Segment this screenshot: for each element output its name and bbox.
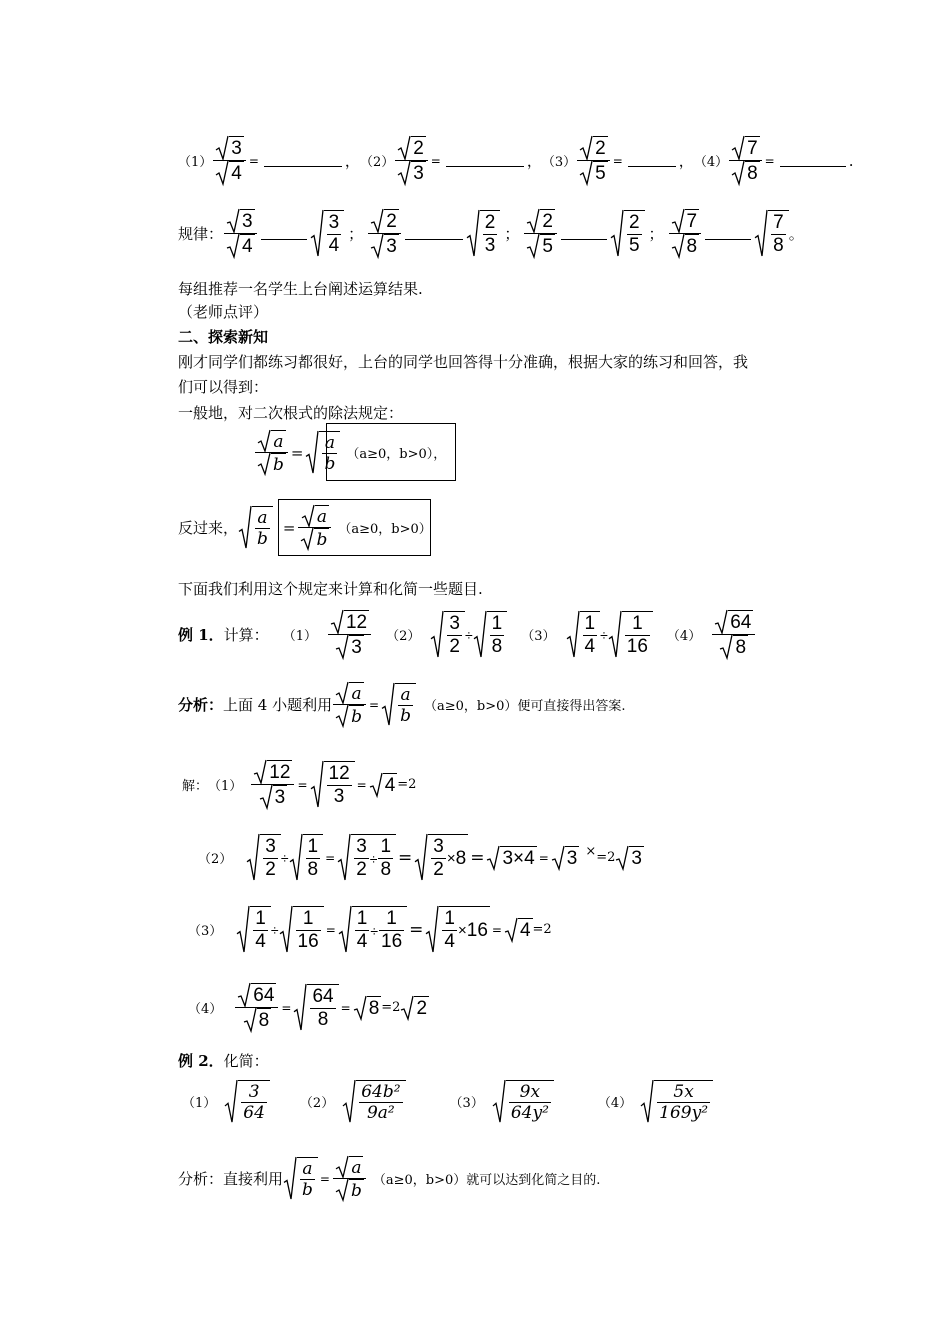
fraction <box>368 209 401 258</box>
sqrt: 7 <box>671 209 700 233</box>
solve-label: 解： <box>182 779 209 794</box>
paragraph-line: 们可以得到： <box>178 378 269 396</box>
equals: = <box>470 847 485 868</box>
sqrt: 3 <box>615 846 644 870</box>
sqrt-fraction: $\frac{1}{4}$ <box>236 906 271 953</box>
fraction <box>729 136 762 185</box>
rule-pairs <box>223 209 789 258</box>
fraction: $\frac{a}{b}$ <box>333 682 366 727</box>
sqrt-fraction: $\frac{1}{8}$ <box>289 834 324 881</box>
sqrt: 5 <box>526 234 555 258</box>
sqrt-fraction: $\frac{2}{5}$ <box>610 210 645 257</box>
divide: ÷ <box>369 850 378 867</box>
fraction <box>395 136 428 185</box>
sqrt: 3 <box>259 785 288 809</box>
equals: = <box>612 153 623 168</box>
sqrt: 3 <box>551 846 580 870</box>
equals: = <box>325 922 336 937</box>
item-label: （4） <box>693 155 729 170</box>
solution-2 <box>198 834 644 881</box>
item-label: （4） <box>188 1002 223 1017</box>
numerator: 2 <box>595 138 606 159</box>
sqrt-fraction: $\frac{64}{8}$ <box>293 984 338 1031</box>
denominator: 4 <box>231 163 242 184</box>
numerator: 7 <box>747 138 758 159</box>
divide: ÷ <box>280 849 289 866</box>
rule-label: 规律： <box>178 225 224 243</box>
comma: ， <box>344 152 360 170</box>
example-1-items: （1） $\frac{12}{3}$ （2） $\frac{3}{2}$ ÷ $\frac{1}{8}$ （3） $\frac{1}{4}$ ÷ $\frac{1}{16}$ （4） $\frac{64}{8}$ <box>269 610 757 659</box>
fraction <box>251 760 294 809</box>
equals: = <box>290 443 304 462</box>
sqrt: $\frac{3}{2}$ × 8 <box>414 834 468 881</box>
sqrt: 3 <box>370 234 399 258</box>
comma: ， <box>526 152 542 170</box>
equals: = <box>248 153 259 168</box>
separator: ； <box>348 225 364 243</box>
divide: ÷ <box>370 922 379 939</box>
sqrt: 4 <box>504 918 533 942</box>
section-heading: 二、探索新知 <box>178 328 269 346</box>
answer-blank[interactable] <box>628 154 676 167</box>
comparison-blank[interactable] <box>561 227 607 240</box>
equals: = <box>356 777 367 792</box>
item-label: （3） <box>521 629 556 644</box>
equals: = <box>430 153 441 168</box>
equals: = <box>369 697 380 712</box>
sqrt-fraction: $\frac{3}{2}$ <box>430 611 465 658</box>
comparison-blank[interactable] <box>405 227 463 240</box>
division-rule-formula <box>254 430 446 475</box>
denominator: 3 <box>413 163 424 184</box>
equals: = <box>325 850 336 865</box>
fraction <box>328 610 371 659</box>
item-label: （1） <box>208 779 243 794</box>
sqrt: 12 <box>253 760 292 784</box>
sqrt: $\frac{a}{b}$ <box>283 1157 318 1200</box>
reverse-formula <box>178 505 432 550</box>
result: =2 <box>397 777 417 792</box>
var-b: b <box>273 455 284 475</box>
answer-blank[interactable] <box>264 154 342 167</box>
item-label: （2） <box>198 852 233 867</box>
sqrt: 8 <box>719 635 748 659</box>
sqrt-fraction: $\frac{9x}{\text{64y²}}$ <box>492 1080 554 1123</box>
denominator: 8 <box>747 163 758 184</box>
sqrt-fraction: $\frac{3}{4}$ <box>310 210 345 257</box>
comma: ， <box>678 152 694 170</box>
sqrt: $\frac{1}{4}$ ÷ $\frac{1}{16}$ <box>338 906 407 953</box>
sqrt: 2 <box>400 996 429 1020</box>
rule-intro: 一般地，对二次根式的除法规定： <box>178 404 404 422</box>
analysis-1 <box>178 682 626 727</box>
item-label: （3） <box>188 924 223 939</box>
answer-blank[interactable] <box>780 154 846 167</box>
analysis-2 <box>178 1156 600 1201</box>
equals: = <box>297 777 308 792</box>
separator: ； <box>504 225 520 243</box>
item-label: （4） <box>666 629 702 644</box>
fraction <box>224 209 257 258</box>
analysis-label: 分析： <box>178 696 224 714</box>
sqrt: 12 <box>330 610 369 634</box>
item-label: （2） <box>359 155 395 170</box>
var-a: a <box>273 432 284 452</box>
sqrt: 3 <box>335 635 364 659</box>
sqrt-fraction: $\frac{\text{64b²}}{\text{9a²}}$ <box>342 1080 405 1123</box>
item-label: （2） <box>299 1096 335 1111</box>
sqrt: $\frac{a}{b}$ <box>381 683 416 726</box>
equals: = <box>764 153 775 168</box>
fraction <box>669 209 702 258</box>
numerator: 2 <box>413 138 424 159</box>
sqrt: 64 <box>237 983 276 1007</box>
denominator: 5 <box>595 163 606 184</box>
fraction: $\frac{a}{b}$ <box>298 505 331 550</box>
analysis-text: （a≥0，b>0）便可直接得出答案. <box>423 699 626 714</box>
sqrt-fraction: $\frac{1}{16}$ <box>279 906 324 953</box>
separator: ； <box>648 225 664 243</box>
fraction <box>255 430 288 475</box>
sqrt: 64 <box>714 610 753 634</box>
condition: （a≥0，b>0）， <box>346 447 447 462</box>
sqrt-fraction: $\frac{3}{2}$ <box>246 834 281 881</box>
example-2-items <box>182 1080 713 1123</box>
reverse-label: 反过来， <box>178 519 239 537</box>
sqrt: $\frac{1}{4}$ × 16 <box>425 906 489 953</box>
equals: = <box>398 847 413 868</box>
item-label: （1） <box>282 629 317 644</box>
example-1 <box>178 610 756 659</box>
fraction <box>524 209 557 258</box>
sqrt: 4 <box>226 234 255 258</box>
fraction <box>235 983 278 1032</box>
condition: （a≥0，b>0） <box>338 522 432 537</box>
item-label: （4） <box>597 1096 633 1111</box>
item-label: （3） <box>449 1096 484 1111</box>
equals: = <box>319 1171 330 1186</box>
recommend-text: 每组推荐一名学生上台阐述运算结果. <box>178 280 423 298</box>
sqrt: $\frac{3}{2}$ ÷ $\frac{1}{8}$ <box>337 834 396 881</box>
sqrt: 3×4 <box>486 846 536 870</box>
equals: = <box>491 922 502 937</box>
sqrt: 8 <box>353 996 382 1020</box>
sqrt: 3 <box>226 209 255 233</box>
equals: = <box>281 1000 292 1015</box>
times: × <box>585 844 597 859</box>
sqrt-fraction: $\frac{1}{4}$ <box>566 611 601 658</box>
teacher-comment: （老师点评） <box>178 303 269 321</box>
solution-3 <box>188 906 552 953</box>
analysis-text: （a≥0，b>0）就可以达到化简之目的. <box>372 1173 601 1188</box>
sqrt-fraction: $\frac{5x}{\text{169y²}}$ <box>640 1080 713 1123</box>
fraction <box>577 136 610 185</box>
fraction <box>213 136 246 185</box>
result: =2 <box>381 1000 401 1015</box>
paragraph-line: 刚才同学们都练习都很好，上台的同学也回答得十分准确，根据大家的练习和回答，我 <box>178 353 749 371</box>
answer-blank[interactable] <box>446 154 524 167</box>
analysis-text: 上面 4 小题利用 <box>223 696 333 714</box>
compute-label: 计算： <box>223 626 269 644</box>
exercise-line <box>178 136 854 185</box>
simplify-label: 化简： <box>223 1052 269 1070</box>
item-label: （1） <box>178 155 213 170</box>
rule-line <box>178 209 804 258</box>
period: . <box>848 151 854 170</box>
sqrt-fraction: $\frac{1}{16}$ <box>608 611 653 658</box>
comparison-blank[interactable] <box>261 227 307 240</box>
sqrt-fraction: $\frac{3}{64}$ <box>224 1080 270 1123</box>
sqrt: 8 <box>243 1008 272 1032</box>
solution-1 <box>182 760 416 809</box>
sqrt-fraction: $\frac{2}{3}$ <box>466 210 501 257</box>
equals: = <box>538 850 549 865</box>
sqrt: $\frac{a}{b}$ <box>238 506 273 549</box>
fraction <box>712 610 755 659</box>
example-2 <box>178 1050 269 1071</box>
example-1-label: 例 1． <box>178 626 224 644</box>
equals: = <box>282 518 296 537</box>
comparison-blank[interactable] <box>705 227 751 240</box>
divide: ÷ <box>270 921 279 938</box>
equals: = <box>340 1000 351 1015</box>
rule-end: 。 <box>788 225 804 243</box>
numerator: 3 <box>231 138 242 159</box>
item-label: （1） <box>182 1096 217 1111</box>
equals: = <box>409 919 424 940</box>
sqrt: 2 <box>370 209 399 233</box>
sqrt: 8 <box>671 234 700 258</box>
item-label: （3） <box>541 155 577 170</box>
result: =2 <box>532 922 552 937</box>
sqrt-fraction: $\frac{7}{8}$ <box>754 210 789 257</box>
next-text: 下面我们利用这个规定来计算和化简一些题目. <box>178 580 483 598</box>
item-label: （2） <box>386 629 421 644</box>
result: =2 <box>596 850 616 865</box>
example-2-label: 例 2． <box>178 1052 224 1070</box>
sqrt-fraction: $\frac{1}{8}$ <box>473 611 508 658</box>
solution-4 <box>188 983 429 1032</box>
sqrt-fraction: $\frac{12}{3}$ <box>310 761 355 808</box>
analysis-text: 分析：直接利用 <box>178 1170 284 1188</box>
sqrt: 4 <box>369 773 398 797</box>
sqrt: $\frac{a}{b}$ <box>305 431 340 474</box>
fraction: $\frac{a}{b}$ <box>333 1156 366 1201</box>
sqrt: 2 <box>526 209 555 233</box>
